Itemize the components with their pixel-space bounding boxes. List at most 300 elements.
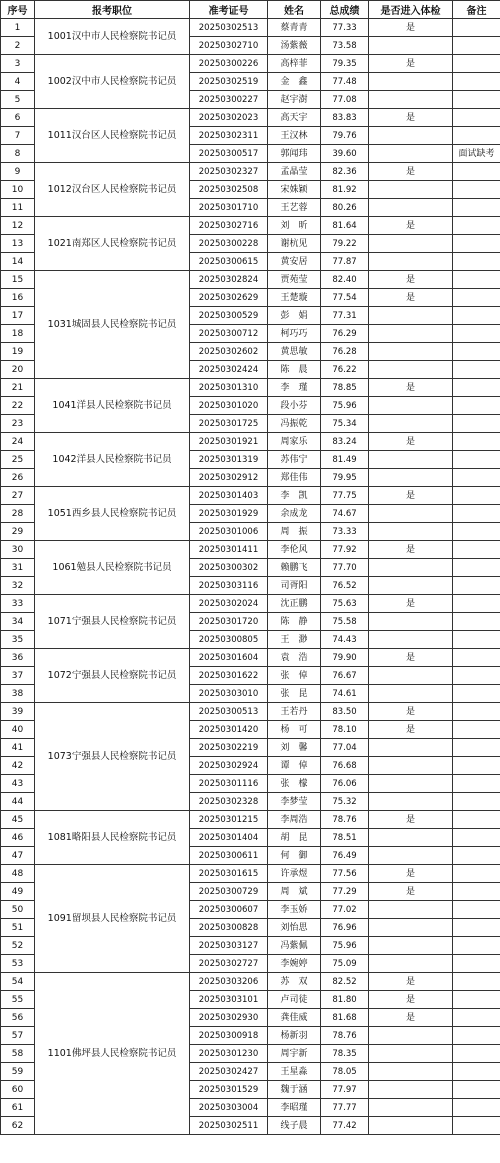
cell-total-score: 82.52 — [321, 973, 369, 991]
cell-name: 高天宇 — [268, 109, 321, 127]
cell-remarks — [453, 973, 500, 991]
cell-name: 李婉婷 — [268, 955, 321, 973]
cell-name: 张 昆 — [268, 685, 321, 703]
cell-index: 51 — [1, 919, 35, 937]
cell-exam-id: 20250302710 — [190, 37, 268, 55]
cell-remarks — [453, 37, 500, 55]
cell-exam-id: 20250301020 — [190, 397, 268, 415]
cell-name: 贾苑莹 — [268, 271, 321, 289]
table-header — [1, 1, 500, 19]
header-name: 姓名 — [268, 1, 321, 19]
cell-physical-exam: 是 — [369, 991, 453, 1009]
cell-total-score: 81.64 — [321, 217, 369, 235]
table-row — [1, 703, 500, 721]
cell-index: 24 — [1, 433, 35, 451]
cell-name: 汤紫薇 — [268, 37, 321, 55]
cell-remarks — [453, 1099, 500, 1117]
cell-remarks — [453, 55, 500, 73]
cell-name: 苏伟宁 — [268, 451, 321, 469]
cell-physical-exam: 是 — [369, 541, 453, 559]
cell-name: 杨 可 — [268, 721, 321, 739]
cell-exam-id: 20250302629 — [190, 289, 268, 307]
cell-physical-exam — [369, 901, 453, 919]
cell-position: 1091留坝县人民检察院书记员 — [35, 865, 190, 973]
cell-index: 52 — [1, 937, 35, 955]
cell-total-score: 78.10 — [321, 721, 369, 739]
cell-position: 1011汉台区人民检察院书记员 — [35, 109, 190, 163]
cell-index: 27 — [1, 487, 35, 505]
cell-name: 赵宇澍 — [268, 91, 321, 109]
cell-remarks — [453, 91, 500, 109]
cell-name: 段小芬 — [268, 397, 321, 415]
cell-physical-exam — [369, 361, 453, 379]
cell-index: 32 — [1, 577, 35, 595]
cell-name: 周家乐 — [268, 433, 321, 451]
cell-remarks — [453, 955, 500, 973]
cell-physical-exam — [369, 469, 453, 487]
cell-remarks — [453, 487, 500, 505]
cell-remarks — [453, 559, 500, 577]
cell-total-score: 79.90 — [321, 649, 369, 667]
cell-total-score: 77.97 — [321, 1081, 369, 1099]
cell-index: 55 — [1, 991, 35, 1009]
cell-index: 29 — [1, 523, 35, 541]
cell-name: 李 凯 — [268, 487, 321, 505]
cell-index: 54 — [1, 973, 35, 991]
cell-total-score: 80.26 — [321, 199, 369, 217]
cell-exam-id: 20250301411 — [190, 541, 268, 559]
cell-exam-id: 20250301116 — [190, 775, 268, 793]
cell-exam-id: 20250303101 — [190, 991, 268, 1009]
cell-total-score: 76.22 — [321, 361, 369, 379]
cell-index: 37 — [1, 667, 35, 685]
cell-exam-id: 20250303127 — [190, 937, 268, 955]
cell-total-score: 77.48 — [321, 73, 369, 91]
cell-index: 22 — [1, 397, 35, 415]
cell-remarks — [453, 235, 500, 253]
cell-physical-exam — [369, 181, 453, 199]
cell-name: 沈正鹏 — [268, 595, 321, 613]
cell-total-score: 75.09 — [321, 955, 369, 973]
cell-index: 42 — [1, 757, 35, 775]
cell-total-score: 78.05 — [321, 1063, 369, 1081]
cell-exam-id: 20250302924 — [190, 757, 268, 775]
cell-name: 黄思敏 — [268, 343, 321, 361]
cell-exam-id: 20250301615 — [190, 865, 268, 883]
cell-total-score: 79.95 — [321, 469, 369, 487]
cell-physical-exam — [369, 1063, 453, 1081]
cell-name: 冯振乾 — [268, 415, 321, 433]
cell-index: 50 — [1, 901, 35, 919]
cell-physical-exam — [369, 343, 453, 361]
cell-physical-exam — [369, 37, 453, 55]
cell-name: 李玉娇 — [268, 901, 321, 919]
cell-name: 余成龙 — [268, 505, 321, 523]
cell-name: 线子晨 — [268, 1117, 321, 1135]
cell-total-score: 39.60 — [321, 145, 369, 163]
cell-exam-id: 20250300517 — [190, 145, 268, 163]
cell-total-score: 75.58 — [321, 613, 369, 631]
cell-exam-id: 20250302716 — [190, 217, 268, 235]
cell-remarks — [453, 1027, 500, 1045]
cell-total-score: 83.83 — [321, 109, 369, 127]
cell-remarks — [453, 541, 500, 559]
cell-index: 45 — [1, 811, 35, 829]
cell-exam-id: 20250302513 — [190, 19, 268, 37]
cell-exam-id: 20250301006 — [190, 523, 268, 541]
cell-exam-id: 20250302427 — [190, 1063, 268, 1081]
cell-exam-id: 20250303010 — [190, 685, 268, 703]
cell-remarks — [453, 847, 500, 865]
cell-total-score: 75.34 — [321, 415, 369, 433]
cell-exam-id: 20250301725 — [190, 415, 268, 433]
cell-physical-exam — [369, 775, 453, 793]
cell-total-score: 77.56 — [321, 865, 369, 883]
table-row — [1, 217, 500, 235]
cell-name: 王若丹 — [268, 703, 321, 721]
cell-remarks — [453, 415, 500, 433]
cell-physical-exam — [369, 145, 453, 163]
cell-physical-exam: 是 — [369, 973, 453, 991]
cell-remarks — [453, 883, 500, 901]
cell-total-score: 75.63 — [321, 595, 369, 613]
cell-exam-id: 20250300607 — [190, 901, 268, 919]
cell-total-score: 77.08 — [321, 91, 369, 109]
cell-total-score: 77.31 — [321, 307, 369, 325]
cell-index: 16 — [1, 289, 35, 307]
cell-physical-exam: 是 — [369, 19, 453, 37]
cell-exam-id: 20250301404 — [190, 829, 268, 847]
cell-index: 43 — [1, 775, 35, 793]
cell-index: 18 — [1, 325, 35, 343]
cell-exam-id: 20250300529 — [190, 307, 268, 325]
cell-index: 60 — [1, 1081, 35, 1099]
cell-exam-id: 20250301420 — [190, 721, 268, 739]
cell-physical-exam — [369, 1081, 453, 1099]
cell-exam-id: 20250301710 — [190, 199, 268, 217]
cell-index: 33 — [1, 595, 35, 613]
cell-name: 彭 娟 — [268, 307, 321, 325]
cell-exam-id: 20250302311 — [190, 127, 268, 145]
cell-position: 1002汉中市人民检察院书记员 — [35, 55, 190, 109]
table-row — [1, 109, 500, 127]
cell-physical-exam — [369, 307, 453, 325]
cell-remarks — [453, 271, 500, 289]
cell-index: 46 — [1, 829, 35, 847]
cell-name: 高梓菲 — [268, 55, 321, 73]
cell-name: 刘 昕 — [268, 217, 321, 235]
header-index: 序号 — [1, 1, 35, 19]
cell-index: 11 — [1, 199, 35, 217]
cell-physical-exam: 是 — [369, 883, 453, 901]
cell-index: 59 — [1, 1063, 35, 1081]
cell-exam-id: 20250302824 — [190, 271, 268, 289]
cell-physical-exam — [369, 451, 453, 469]
cell-total-score: 74.61 — [321, 685, 369, 703]
cell-index: 62 — [1, 1117, 35, 1135]
cell-index: 14 — [1, 253, 35, 271]
cell-remarks — [453, 685, 500, 703]
cell-index: 30 — [1, 541, 35, 559]
cell-name: 周 振 — [268, 523, 321, 541]
cell-total-score: 81.68 — [321, 1009, 369, 1027]
cell-name: 李梦莹 — [268, 793, 321, 811]
cell-index: 20 — [1, 361, 35, 379]
cell-total-score: 79.22 — [321, 235, 369, 253]
cell-position: 1012汉台区人民检察院书记员 — [35, 163, 190, 217]
cell-exam-id: 20250300729 — [190, 883, 268, 901]
cell-remarks — [453, 523, 500, 541]
cell-exam-id: 20250300918 — [190, 1027, 268, 1045]
cell-physical-exam: 是 — [369, 721, 453, 739]
cell-total-score: 82.40 — [321, 271, 369, 289]
cell-remarks — [453, 577, 500, 595]
cell-total-score: 78.76 — [321, 811, 369, 829]
cell-exam-id: 20250300828 — [190, 919, 268, 937]
cell-name: 柯巧巧 — [268, 325, 321, 343]
cell-total-score: 81.92 — [321, 181, 369, 199]
cell-exam-id: 20250301604 — [190, 649, 268, 667]
cell-index: 6 — [1, 109, 35, 127]
cell-total-score: 75.96 — [321, 397, 369, 415]
cell-remarks — [453, 595, 500, 613]
cell-remarks — [453, 1081, 500, 1099]
cell-physical-exam — [369, 91, 453, 109]
cell-total-score: 77.75 — [321, 487, 369, 505]
cell-name: 冯紫佩 — [268, 937, 321, 955]
header-remarks: 备注 — [453, 1, 500, 19]
cell-exam-id: 20250302219 — [190, 739, 268, 757]
cell-index: 5 — [1, 91, 35, 109]
cell-index: 34 — [1, 613, 35, 631]
cell-physical-exam — [369, 667, 453, 685]
cell-index: 36 — [1, 649, 35, 667]
table-body — [1, 19, 500, 1135]
cell-physical-exam — [369, 631, 453, 649]
cell-name: 周 斌 — [268, 883, 321, 901]
cell-physical-exam — [369, 1117, 453, 1135]
cell-physical-exam — [369, 253, 453, 271]
cell-exam-id: 20250302727 — [190, 955, 268, 973]
cell-exam-id: 20250301929 — [190, 505, 268, 523]
cell-total-score: 76.52 — [321, 577, 369, 595]
cell-remarks — [453, 451, 500, 469]
cell-remarks — [453, 73, 500, 91]
cell-index: 10 — [1, 181, 35, 199]
cell-name: 周宇新 — [268, 1045, 321, 1063]
cell-index: 39 — [1, 703, 35, 721]
cell-name: 袁 浩 — [268, 649, 321, 667]
cell-remarks — [453, 901, 500, 919]
cell-physical-exam: 是 — [369, 289, 453, 307]
cell-name: 陈 晨 — [268, 361, 321, 379]
cell-remarks — [453, 829, 500, 847]
cell-physical-exam — [369, 397, 453, 415]
cell-name: 张 檬 — [268, 775, 321, 793]
cell-exam-id: 20250302930 — [190, 1009, 268, 1027]
cell-total-score: 76.96 — [321, 919, 369, 937]
cell-name: 许承煜 — [268, 865, 321, 883]
cell-remarks — [453, 1117, 500, 1135]
cell-exam-id: 20250303004 — [190, 1099, 268, 1117]
cell-position: 1001汉中市人民检察院书记员 — [35, 19, 190, 55]
cell-physical-exam: 是 — [369, 811, 453, 829]
cell-remarks — [453, 703, 500, 721]
cell-remarks — [453, 361, 500, 379]
cell-physical-exam — [369, 955, 453, 973]
cell-remarks — [453, 1045, 500, 1063]
cell-index: 12 — [1, 217, 35, 235]
cell-physical-exam — [369, 829, 453, 847]
cell-physical-exam — [369, 1027, 453, 1045]
cell-exam-id: 20250301310 — [190, 379, 268, 397]
cell-index: 53 — [1, 955, 35, 973]
cell-exam-id: 20250302519 — [190, 73, 268, 91]
cell-name: 李周浩 — [268, 811, 321, 829]
cell-position: 1042洋县人民检察院书记员 — [35, 433, 190, 487]
cell-exam-id: 20250300615 — [190, 253, 268, 271]
cell-remarks — [453, 991, 500, 1009]
cell-remarks — [453, 811, 500, 829]
cell-index: 8 — [1, 145, 35, 163]
cell-remarks — [453, 919, 500, 937]
cell-physical-exam — [369, 1099, 453, 1117]
cell-physical-exam: 是 — [369, 217, 453, 235]
header-exam-id: 准考证号 — [190, 1, 268, 19]
cell-total-score: 77.87 — [321, 253, 369, 271]
cell-exam-id: 20250300805 — [190, 631, 268, 649]
cell-total-score: 73.58 — [321, 37, 369, 55]
cell-exam-id: 20250301921 — [190, 433, 268, 451]
cell-remarks — [453, 199, 500, 217]
cell-remarks — [453, 253, 500, 271]
cell-total-score: 78.35 — [321, 1045, 369, 1063]
cell-exam-id: 20250300513 — [190, 703, 268, 721]
table-row — [1, 649, 500, 667]
cell-position: 1081略阳县人民检察院书记员 — [35, 811, 190, 865]
cell-index: 58 — [1, 1045, 35, 1063]
cell-remarks — [453, 397, 500, 415]
cell-physical-exam: 是 — [369, 55, 453, 73]
cell-index: 56 — [1, 1009, 35, 1027]
cell-physical-exam: 是 — [369, 487, 453, 505]
cell-physical-exam: 是 — [369, 163, 453, 181]
cell-total-score: 77.70 — [321, 559, 369, 577]
cell-total-score: 77.54 — [321, 289, 369, 307]
header-row — [1, 1, 500, 19]
cell-name: 金 鑫 — [268, 73, 321, 91]
cell-remarks: 面试缺考 — [453, 145, 500, 163]
cell-total-score: 76.68 — [321, 757, 369, 775]
cell-index: 28 — [1, 505, 35, 523]
cell-remarks — [453, 757, 500, 775]
cell-total-score: 73.33 — [321, 523, 369, 541]
cell-remarks — [453, 163, 500, 181]
cell-total-score: 76.06 — [321, 775, 369, 793]
cell-physical-exam — [369, 613, 453, 631]
cell-physical-exam: 是 — [369, 271, 453, 289]
cell-physical-exam: 是 — [369, 433, 453, 451]
table-row — [1, 379, 500, 397]
cell-position: 1071宁强县人民检察院书记员 — [35, 595, 190, 649]
header-physical-exam: 是否进入体检 — [369, 1, 453, 19]
cell-index: 57 — [1, 1027, 35, 1045]
cell-name: 李伦风 — [268, 541, 321, 559]
cell-index: 61 — [1, 1099, 35, 1117]
cell-position: 1072宁强县人民检察院书记员 — [35, 649, 190, 703]
cell-total-score: 81.49 — [321, 451, 369, 469]
cell-index: 41 — [1, 739, 35, 757]
cell-physical-exam — [369, 559, 453, 577]
cell-name: 王星淼 — [268, 1063, 321, 1081]
cell-exam-id: 20250301230 — [190, 1045, 268, 1063]
cell-name: 卢司徒 — [268, 991, 321, 1009]
cell-total-score: 78.85 — [321, 379, 369, 397]
cell-physical-exam — [369, 1045, 453, 1063]
cell-physical-exam — [369, 919, 453, 937]
cell-physical-exam: 是 — [369, 649, 453, 667]
cell-position: 1061勉县人民检察院书记员 — [35, 541, 190, 595]
cell-total-score: 74.67 — [321, 505, 369, 523]
cell-remarks — [453, 1009, 500, 1027]
cell-exam-id: 20250300227 — [190, 91, 268, 109]
cell-name: 刘 馨 — [268, 739, 321, 757]
cell-position: 1073宁强县人民检察院书记员 — [35, 703, 190, 811]
cell-exam-id: 20250302424 — [190, 361, 268, 379]
cell-exam-id: 20250301215 — [190, 811, 268, 829]
cell-physical-exam — [369, 937, 453, 955]
cell-exam-id: 20250300302 — [190, 559, 268, 577]
table-row — [1, 973, 500, 991]
table-row — [1, 163, 500, 181]
cell-total-score: 76.67 — [321, 667, 369, 685]
cell-position: 1041洋县人民检察院书记员 — [35, 379, 190, 433]
cell-index: 4 — [1, 73, 35, 91]
cell-index: 40 — [1, 721, 35, 739]
cell-physical-exam — [369, 415, 453, 433]
cell-total-score: 76.49 — [321, 847, 369, 865]
cell-total-score: 76.29 — [321, 325, 369, 343]
cell-exam-id: 20250302328 — [190, 793, 268, 811]
table-row — [1, 595, 500, 613]
cell-name: 魏于涵 — [268, 1081, 321, 1099]
cell-physical-exam: 是 — [369, 1009, 453, 1027]
cell-physical-exam — [369, 325, 453, 343]
cell-name: 龚佳威 — [268, 1009, 321, 1027]
cell-remarks — [453, 613, 500, 631]
cell-exam-id: 20250301403 — [190, 487, 268, 505]
cell-name: 孟晶莹 — [268, 163, 321, 181]
cell-total-score: 77.04 — [321, 739, 369, 757]
cell-name: 刘怡思 — [268, 919, 321, 937]
table-row — [1, 865, 500, 883]
cell-total-score: 74.43 — [321, 631, 369, 649]
cell-index: 47 — [1, 847, 35, 865]
cell-remarks — [453, 739, 500, 757]
cell-position: 1101佛坪县人民检察院书记员 — [35, 973, 190, 1135]
table-row — [1, 487, 500, 505]
cell-remarks — [453, 343, 500, 361]
cell-name: 郭闻玮 — [268, 145, 321, 163]
cell-remarks — [453, 325, 500, 343]
cell-physical-exam — [369, 757, 453, 775]
cell-index: 17 — [1, 307, 35, 325]
cell-name: 张 倬 — [268, 667, 321, 685]
cell-total-score: 77.77 — [321, 1099, 369, 1117]
cell-index: 19 — [1, 343, 35, 361]
cell-index: 25 — [1, 451, 35, 469]
cell-exam-id: 20250300228 — [190, 235, 268, 253]
